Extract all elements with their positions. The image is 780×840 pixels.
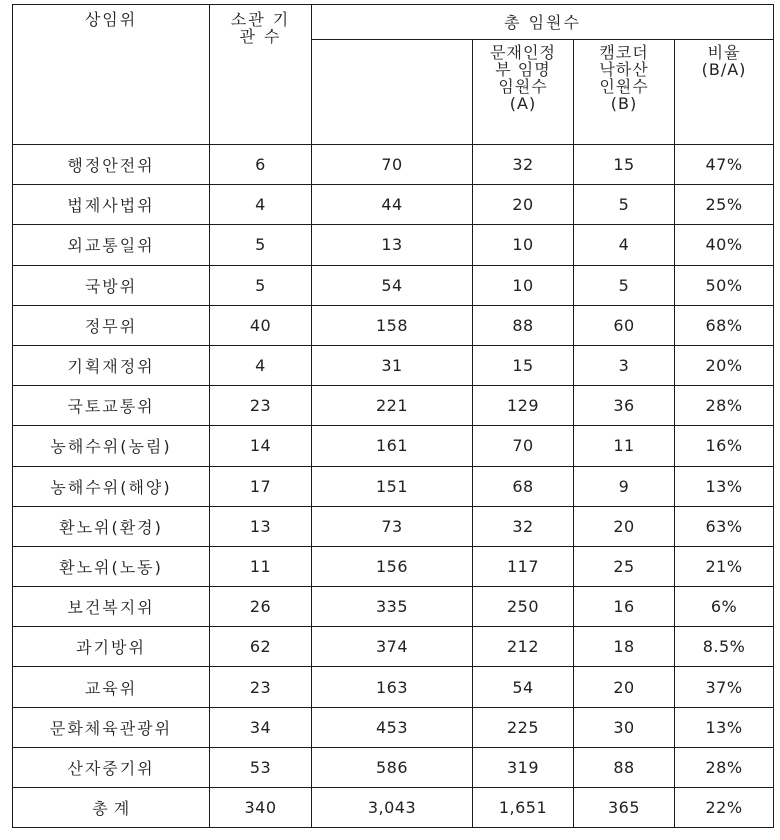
cell-committee: 환노위(환경): [13, 506, 210, 546]
cell-committee: 기획재정위: [13, 345, 210, 385]
header-camp: [574, 40, 675, 145]
cell-agencies: 11: [210, 546, 312, 586]
cell-ratio: 28%: [675, 747, 774, 787]
cell-total-officers: 161: [312, 426, 473, 466]
table-row: [13, 587, 774, 627]
cell-ratio: 28%: [675, 386, 774, 426]
cell-committee: 교육위: [13, 667, 210, 707]
cell-camp: 3: [574, 345, 675, 385]
header-appointed-line3: 임원수: [498, 77, 548, 96]
cell-camp: 5: [574, 185, 675, 225]
cell-camp: 4: [574, 225, 675, 265]
total-row: [13, 788, 774, 828]
cell-total-officers: 586: [312, 747, 473, 787]
cell-camp: 15: [574, 145, 675, 185]
cell-ratio: 47%: [675, 145, 774, 185]
cell-committee: 행정안전위: [13, 145, 210, 185]
cell-ratio: 20%: [675, 345, 774, 385]
cell-agencies: 40: [210, 305, 312, 345]
cell-agencies: 5: [210, 265, 312, 305]
cell-camp: 36: [574, 386, 675, 426]
table-row: [13, 426, 774, 466]
cell-total-officers: 221: [312, 386, 473, 426]
total-ratio: 22%: [675, 788, 774, 828]
total-officers: 3,043: [312, 788, 473, 828]
header-committee: 상임위: [13, 5, 210, 145]
cell-appointed: 20: [473, 185, 574, 225]
total-label: 총 계: [13, 788, 210, 828]
cell-agencies: 26: [210, 587, 312, 627]
cell-agencies: 23: [210, 667, 312, 707]
cell-agencies: 14: [210, 426, 312, 466]
cell-ratio: 8.5%: [675, 627, 774, 667]
cell-committee: 산자중기위: [13, 747, 210, 787]
cell-ratio: 13%: [675, 466, 774, 506]
header-appointed-line4: (A): [509, 94, 537, 113]
cell-camp: 5: [574, 265, 675, 305]
header-total-officers: 총 임원수: [312, 5, 774, 40]
header-agencies-line1: 소관 기: [230, 10, 291, 29]
table-row: [13, 225, 774, 265]
cell-camp: 16: [574, 587, 675, 627]
total-camp: 365: [574, 788, 675, 828]
cell-committee: 보건복지위: [13, 587, 210, 627]
header-ratio: [675, 40, 774, 145]
cell-committee: 문화체육관광위: [13, 707, 210, 747]
cell-agencies: 23: [210, 386, 312, 426]
header-camp-line3: 인원수: [599, 77, 649, 96]
cell-agencies: 17: [210, 466, 312, 506]
header-agencies: [210, 5, 312, 145]
header-appointed-line2: 부 임명: [495, 60, 551, 79]
cell-appointed: 54: [473, 667, 574, 707]
officer-statistics-table: [12, 4, 774, 828]
cell-agencies: 62: [210, 627, 312, 667]
cell-camp: 20: [574, 667, 675, 707]
cell-appointed: 70: [473, 426, 574, 466]
cell-appointed: 15: [473, 345, 574, 385]
total-agencies: 340: [210, 788, 312, 828]
cell-camp: 18: [574, 627, 675, 667]
cell-ratio: 50%: [675, 265, 774, 305]
cell-appointed: 10: [473, 225, 574, 265]
total-appointed: 1,651: [473, 788, 574, 828]
cell-agencies: 6: [210, 145, 312, 185]
cell-total-officers: 374: [312, 627, 473, 667]
cell-agencies: 4: [210, 185, 312, 225]
cell-appointed: 225: [473, 707, 574, 747]
header-camp-line1: 캠코더: [599, 43, 649, 62]
cell-committee: 국토교통위: [13, 386, 210, 426]
cell-committee: 국방위: [13, 265, 210, 305]
cell-camp: 88: [574, 747, 675, 787]
cell-camp: 25: [574, 546, 675, 586]
table-row: [13, 707, 774, 747]
cell-appointed: 319: [473, 747, 574, 787]
cell-appointed: 250: [473, 587, 574, 627]
header-appointed: [473, 40, 574, 145]
table-row: [13, 386, 774, 426]
cell-camp: 30: [574, 707, 675, 747]
cell-camp: 11: [574, 426, 675, 466]
cell-total-officers: 31: [312, 345, 473, 385]
header-camp-line2: 낙하산: [599, 60, 649, 79]
cell-agencies: 13: [210, 506, 312, 546]
table-row: [13, 466, 774, 506]
header-ratio-line2: (B/A): [701, 60, 747, 79]
cell-appointed: 117: [473, 546, 574, 586]
cell-appointed: 32: [473, 145, 574, 185]
cell-committee: 정무위: [13, 305, 210, 345]
cell-appointed: 68: [473, 466, 574, 506]
cell-ratio: 68%: [675, 305, 774, 345]
table-row: [13, 506, 774, 546]
table-row: [13, 546, 774, 586]
cell-total-officers: 70: [312, 145, 473, 185]
header-camp-line4: (B): [610, 94, 638, 113]
cell-total-officers: 44: [312, 185, 473, 225]
cell-committee: 외교통일위: [13, 225, 210, 265]
table-row: [13, 667, 774, 707]
cell-ratio: 63%: [675, 506, 774, 546]
cell-ratio: 21%: [675, 546, 774, 586]
cell-committee: 농해수위(해양): [13, 466, 210, 506]
cell-camp: 9: [574, 466, 675, 506]
cell-appointed: 212: [473, 627, 574, 667]
cell-committee: 과기방위: [13, 627, 210, 667]
cell-appointed: 10: [473, 265, 574, 305]
cell-ratio: 13%: [675, 707, 774, 747]
cell-agencies: 34: [210, 707, 312, 747]
cell-total-officers: 151: [312, 466, 473, 506]
table-row: [13, 747, 774, 787]
table-row: [13, 185, 774, 225]
cell-ratio: 16%: [675, 426, 774, 466]
cell-total-officers: 453: [312, 707, 473, 747]
cell-appointed: 32: [473, 506, 574, 546]
cell-committee: 법제사법위: [13, 185, 210, 225]
cell-total-officers: 13: [312, 225, 473, 265]
header-appointed-line1: 문재인정: [490, 43, 556, 62]
cell-agencies: 5: [210, 225, 312, 265]
header-ratio-line1: 비율: [707, 43, 741, 62]
cell-ratio: 6%: [675, 587, 774, 627]
table-row: [13, 345, 774, 385]
cell-agencies: 4: [210, 345, 312, 385]
cell-appointed: 88: [473, 305, 574, 345]
header-row-top: [13, 5, 774, 40]
header-total-blank: [312, 40, 473, 145]
header-agencies-line2: 관 수: [239, 27, 282, 46]
cell-total-officers: 158: [312, 305, 473, 345]
cell-total-officers: 54: [312, 265, 473, 305]
cell-ratio: 40%: [675, 225, 774, 265]
table-row: [13, 265, 774, 305]
cell-ratio: 25%: [675, 185, 774, 225]
officer-statistics-table-wrapper: [12, 4, 774, 828]
cell-camp: 20: [574, 506, 675, 546]
cell-camp: 60: [574, 305, 675, 345]
table-row: [13, 145, 774, 185]
cell-total-officers: 73: [312, 506, 473, 546]
cell-total-officers: 163: [312, 667, 473, 707]
cell-ratio: 37%: [675, 667, 774, 707]
table-row: [13, 627, 774, 667]
cell-agencies: 53: [210, 747, 312, 787]
cell-appointed: 129: [473, 386, 574, 426]
table-row: [13, 305, 774, 345]
cell-total-officers: 335: [312, 587, 473, 627]
cell-total-officers: 156: [312, 546, 473, 586]
cell-committee: 농해수위(농림): [13, 426, 210, 466]
cell-committee: 환노위(노동): [13, 546, 210, 586]
